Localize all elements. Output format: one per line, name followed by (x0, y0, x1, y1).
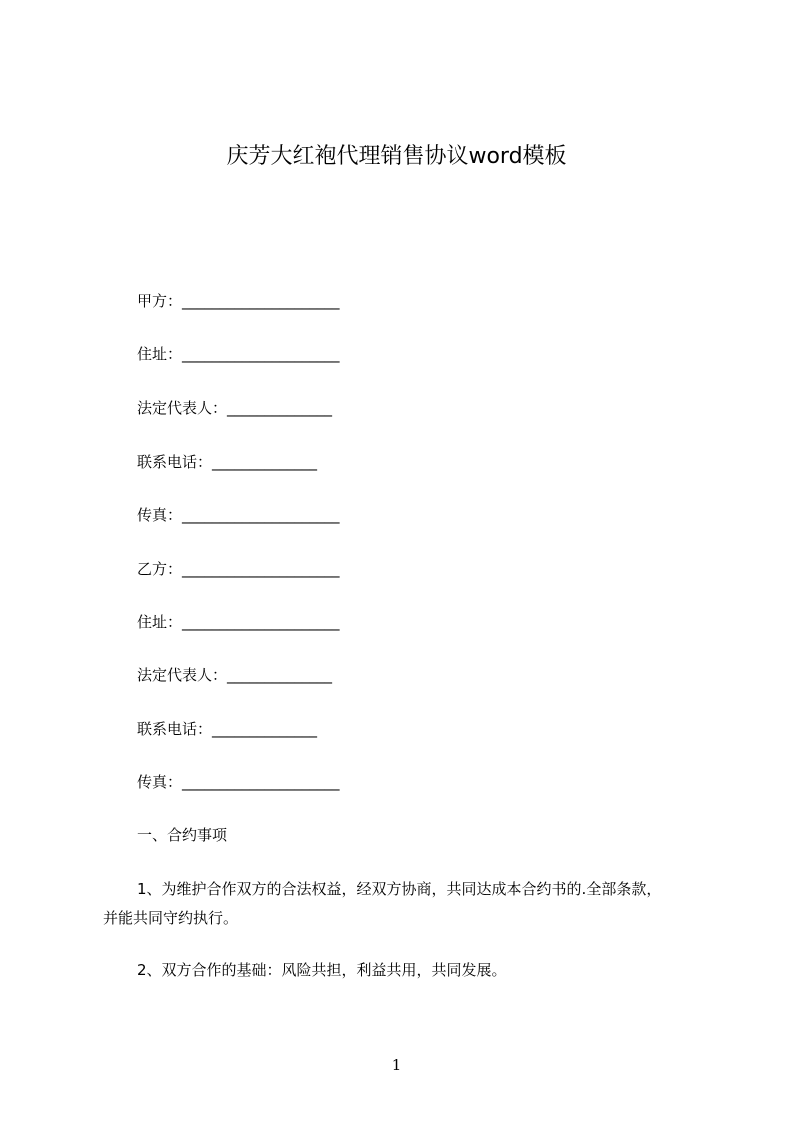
clause-1-line-2: 并能共同守约执行。 (103, 909, 239, 927)
party-a-fax: 传真：_____________________ (137, 506, 340, 524)
party-a-legal-rep: 法定代表人：______________ (137, 399, 333, 417)
clause-1-line-1: 1、为维护合作双方的合法权益，经双方协商，共同达成本合约书的.全部条款， (137, 880, 662, 898)
party-b-fax: 传真：_____________________ (137, 773, 340, 791)
clause-1 (103, 877, 695, 930)
section-heading: 一、合约事项 (137, 826, 228, 844)
party-a-phone: 联系电话：______________ (137, 453, 318, 471)
party-b-name: 乙方：_____________________ (137, 560, 340, 578)
document-title: 庆芳大红袍代理销售协议word模板 (226, 144, 567, 169)
party-a-address: 住址：_____________________ (137, 345, 340, 363)
party-b-legal-rep: 法定代表人：______________ (137, 666, 333, 684)
party-a-name: 甲方：_____________________ (137, 292, 340, 310)
clause-2: 2、双方合作的基础：风险共担，利益共用，共同发展。 (137, 961, 507, 979)
page-number: 1 (391, 1056, 402, 1074)
party-b-phone: 联系电话：______________ (137, 720, 318, 738)
party-b-address: 住址：_____________________ (137, 613, 340, 631)
